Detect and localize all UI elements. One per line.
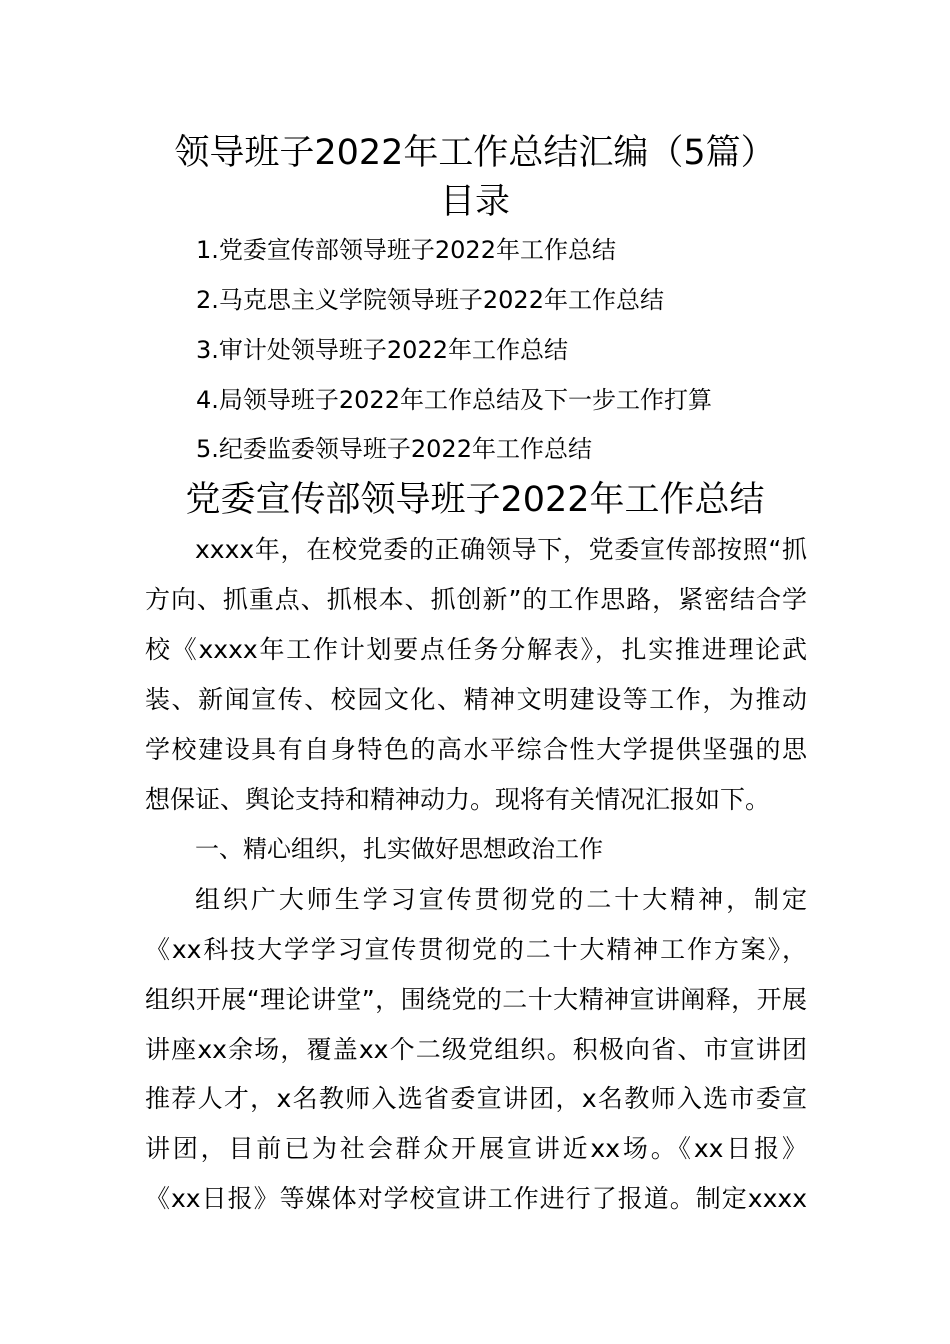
paragraph-line: 讲团，目前已为社会群众开展宣讲近xx场。《xx日报》 xyxy=(145,1134,807,1163)
paragraph-line: 方向、抓重点、抓根本、抓创新”的工作思路，紧密结合学 xyxy=(145,585,807,614)
paragraph-line: 装、新闻宣传、校园文化、精神文明建设等工作，为推动 xyxy=(145,685,807,714)
paragraph-line: 学校建设具有自身特色的高水平综合性大学提供坚强的思 xyxy=(145,735,807,764)
toc-item: 4.局领导班子2022年工作总结及下一步工作打算 xyxy=(196,386,712,414)
paragraph-line: 推荐人才，x名教师入选省委宣讲团，x名教师入选市委宣 xyxy=(145,1084,807,1113)
document-title: 领导班子2022年工作总结汇编（5篇） xyxy=(174,133,776,173)
paragraph-line: 讲座xx余场，覆盖xx个二级党组织。积极向省、市宣讲团 xyxy=(145,1035,807,1064)
paragraph-line: 校《xxxx年工作计划要点任务分解表》，扎实推进理论武 xyxy=(145,635,807,664)
paragraph-line: xxxx年，在校党委的正确领导下，党委宣传部按照“抓 xyxy=(195,535,807,564)
paragraph-line: 组织广大师生学习宣传贯彻党的二十大精神，制定 xyxy=(195,885,807,914)
toc-heading: 目录 xyxy=(439,182,510,222)
toc-item: 1.党委宣传部领导班子2022年工作总结 xyxy=(196,236,616,264)
toc-item: 5.纪委监委领导班子2022年工作总结 xyxy=(196,435,592,463)
toc-item: 3.审计处领导班子2022年工作总结 xyxy=(196,336,568,364)
paragraph-line: 《xx日报》等媒体对学校宣讲工作进行了报道。制定xxxx xyxy=(145,1184,807,1213)
toc-item: 2.马克思主义学院领导班子2022年工作总结 xyxy=(196,286,664,314)
section-title: 党委宣传部领导班子2022年工作总结 xyxy=(185,480,765,520)
paragraph-line: 组织开展“理论讲堂”，围绕党的二十大精神宣讲阐释，开展 xyxy=(145,985,807,1014)
subheading: 一、精心组织，扎实做好思想政治工作 xyxy=(195,835,603,863)
paragraph-line: 《xx科技大学学习宣传贯彻党的二十大精神工作方案》， xyxy=(145,935,807,964)
paragraph-line: 想保证、舆论支持和精神动力。现将有关情况汇报如下。 xyxy=(145,785,771,814)
